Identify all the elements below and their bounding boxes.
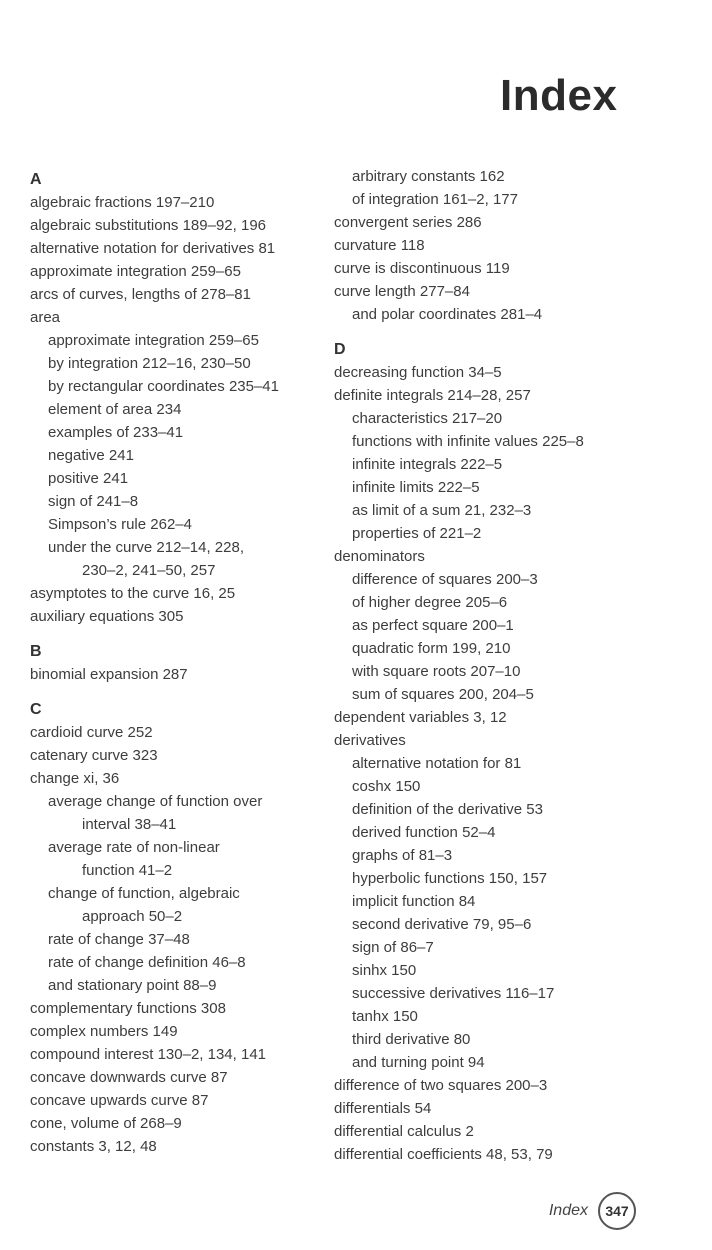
index-subentry: by rectangular coordinates 235–41 bbox=[48, 378, 279, 395]
index-subentry: implicit function 84 bbox=[352, 893, 476, 910]
index-subentry: positive 241 bbox=[48, 470, 129, 487]
section-letter: D bbox=[334, 341, 346, 358]
index-subentry: approach 50–2 bbox=[82, 908, 183, 925]
index-subentry: 230–2, 241–50, 257 bbox=[82, 562, 216, 579]
index-column-left bbox=[30, 168, 330, 1158]
index-subentry: characteristics 217–20 bbox=[352, 410, 503, 427]
index-entry: definite integrals 214–28, 257 bbox=[334, 387, 531, 404]
index-subentry: second derivative 79, 95–6 bbox=[352, 916, 532, 933]
index-entry: alternative notation for derivatives 81 bbox=[30, 240, 276, 257]
index-entry: convergent series 286 bbox=[334, 214, 482, 231]
index-entry: complex numbers 149 bbox=[30, 1023, 178, 1040]
index-entry: area bbox=[30, 309, 61, 326]
index-entry: differential calculus 2 bbox=[334, 1123, 474, 1140]
index-entry: algebraic substitutions 189–92, 196 bbox=[30, 217, 267, 234]
index-subentry: and polar coordinates 281–4 bbox=[352, 306, 543, 323]
index-entry: arcs of curves, lengths of 278–81 bbox=[30, 286, 251, 303]
index-entry: asymptotes to the curve 16, 25 bbox=[30, 585, 236, 602]
index-subentry: sinhx 150 bbox=[352, 962, 417, 979]
index-subentry: infinite limits 222–5 bbox=[352, 479, 480, 496]
index-subentry: rate of change 37–48 bbox=[48, 931, 190, 948]
index-subentry: coshx 150 bbox=[352, 778, 421, 795]
index-subentry: arbitrary constants 162 bbox=[352, 168, 505, 185]
index-subentry: average change of function over bbox=[48, 793, 263, 810]
index-subentry: with square roots 207–10 bbox=[352, 663, 521, 680]
index-subentry: rate of change definition 46–8 bbox=[48, 954, 246, 971]
index-entry: binomial expansion 287 bbox=[30, 666, 188, 683]
index-entry: catenary curve 323 bbox=[30, 747, 158, 764]
index-subentry: quadratic form 199, 210 bbox=[352, 640, 511, 657]
index-subentry: under the curve 212–14, 228, bbox=[48, 539, 244, 556]
index-subentry: change of function, algebraic bbox=[48, 885, 240, 902]
index-entry: algebraic fractions 197–210 bbox=[30, 194, 215, 211]
index-subentry: derived function 52–4 bbox=[352, 824, 496, 841]
index-entry: curve length 277–84 bbox=[334, 283, 470, 300]
index-subentry: examples of 233–41 bbox=[48, 424, 184, 441]
index-subentry: approximate integration 259–65 bbox=[48, 332, 259, 349]
index-subentry: Simpson’s rule 262–4 bbox=[48, 516, 192, 533]
index-entry: auxiliary equations 305 bbox=[30, 608, 184, 625]
index-subentry: as perfect square 200–1 bbox=[352, 617, 514, 634]
index-entry: differential coefficients 48, 53, 79 bbox=[334, 1146, 553, 1163]
index-subentry: of higher degree 205–6 bbox=[352, 594, 508, 611]
index-entry: approximate integration 259–65 bbox=[30, 263, 241, 280]
index-subentry: as limit of a sum 21, 232–3 bbox=[352, 502, 532, 519]
index-subentry: sign of 241–8 bbox=[48, 493, 139, 510]
index-subentry: element of area 234 bbox=[48, 401, 182, 418]
index-entry: compound interest 130–2, 134, 141 bbox=[30, 1046, 267, 1063]
footer-label: Index bbox=[548, 1202, 588, 1219]
section-letter: B bbox=[30, 643, 42, 660]
index-subentry: average rate of non-linear bbox=[48, 839, 220, 856]
index-subentry: alternative notation for 81 bbox=[352, 755, 522, 772]
section-letter: A bbox=[30, 171, 42, 188]
page-number: 347 bbox=[598, 1192, 636, 1230]
index-subentry: and turning point 94 bbox=[352, 1054, 485, 1071]
page-footer bbox=[549, 1192, 636, 1230]
index-subentry: functions with infinite values 225–8 bbox=[352, 433, 584, 450]
index-entry: decreasing function 34–5 bbox=[334, 364, 502, 381]
index-subentry: properties of 221–2 bbox=[352, 525, 482, 542]
index-entry: cone, volume of 268–9 bbox=[30, 1115, 182, 1132]
index-subentry: and stationary point 88–9 bbox=[48, 977, 217, 994]
index-subentry: of integration 161–2, 177 bbox=[352, 191, 518, 208]
index-entry: concave downwards curve 87 bbox=[30, 1069, 228, 1086]
index-entry: curvature 118 bbox=[334, 237, 425, 254]
index-subentry: difference of squares 200–3 bbox=[352, 571, 538, 588]
index-entry: derivatives bbox=[334, 732, 406, 749]
index-subentry: definition of the derivative 53 bbox=[352, 801, 543, 818]
index-subentry: function 41–2 bbox=[82, 862, 173, 879]
index-entry: change xi, 36 bbox=[30, 770, 120, 787]
index-subentry: hyperbolic functions 150, 157 bbox=[352, 870, 548, 887]
index-entry: complementary functions 308 bbox=[30, 1000, 226, 1017]
index-subentry: interval 38–41 bbox=[82, 816, 177, 833]
index-subentry: infinite integrals 222–5 bbox=[352, 456, 503, 473]
index-subentry: sum of squares 200, 204–5 bbox=[352, 686, 534, 703]
index-subentry: tanhx 150 bbox=[352, 1008, 418, 1025]
index-subentry: negative 241 bbox=[48, 447, 134, 464]
index-entry: difference of two squares 200–3 bbox=[334, 1077, 548, 1094]
index-entry: curve is discontinuous 119 bbox=[334, 260, 510, 277]
index-subentry: sign of 86–7 bbox=[352, 939, 434, 956]
section-letter: C bbox=[30, 701, 42, 718]
index-subentry: by integration 212–16, 230–50 bbox=[48, 355, 251, 372]
index-column-right bbox=[334, 165, 704, 1166]
index-entry: concave upwards curve 87 bbox=[30, 1092, 209, 1109]
index-entry: denominators bbox=[334, 548, 425, 565]
index-subentry: graphs of 81–3 bbox=[352, 847, 453, 864]
page-title: Index bbox=[500, 71, 618, 120]
index-subentry: successive derivatives 116–17 bbox=[352, 985, 555, 1002]
index-entry: cardioid curve 252 bbox=[30, 724, 153, 741]
index-entry: constants 3, 12, 48 bbox=[30, 1138, 157, 1155]
index-entry: differentials 54 bbox=[334, 1100, 432, 1117]
index-subentry: third derivative 80 bbox=[352, 1031, 471, 1048]
index-entry: dependent variables 3, 12 bbox=[334, 709, 507, 726]
